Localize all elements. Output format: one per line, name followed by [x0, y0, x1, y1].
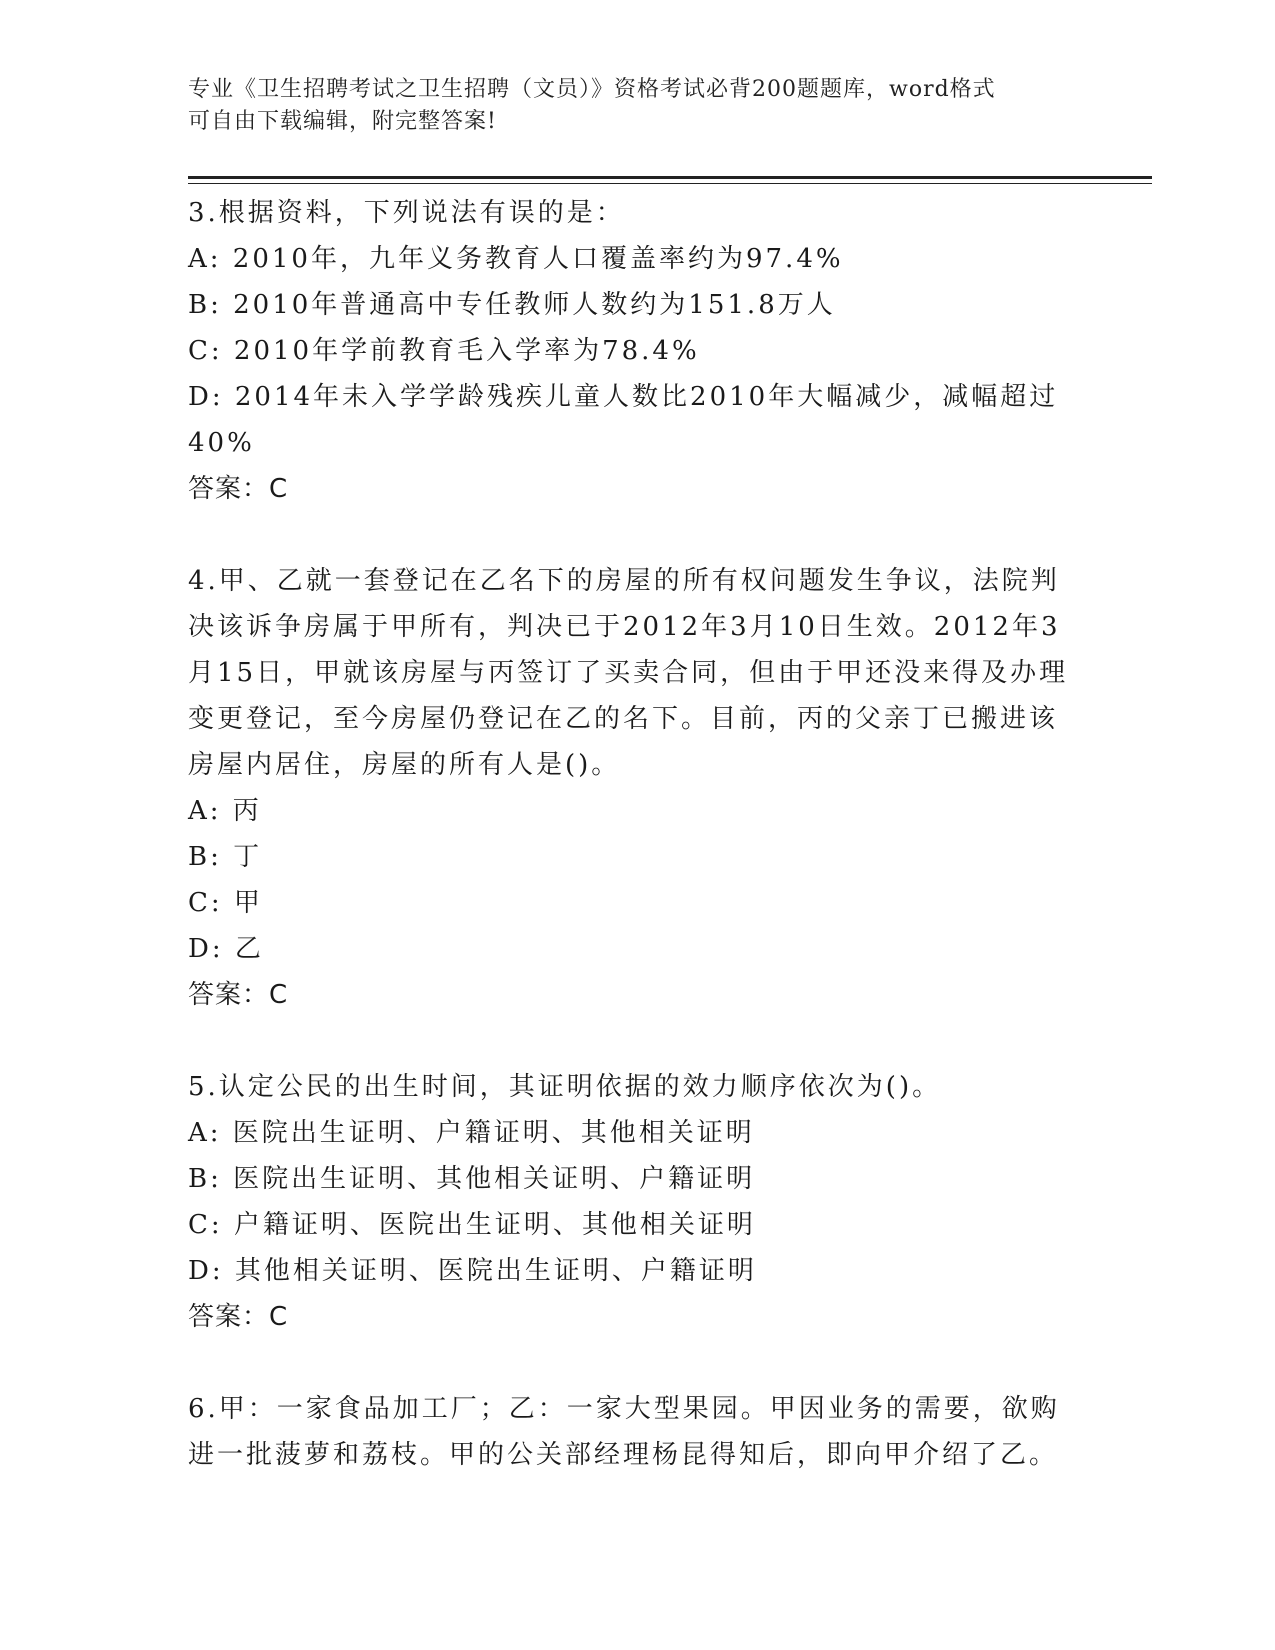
question-stem-line: 6.甲：一家食品加工厂；乙：一家大型果园。甲因业务的需要，欲购	[188, 1394, 1060, 1424]
option-d: D: 其他相关证明、医院出生证明、户籍证明	[188, 1256, 757, 1286]
question-spacer	[188, 1340, 1088, 1386]
question-5	[188, 1064, 1088, 1340]
header-divider-thick	[188, 176, 1152, 179]
question-6	[188, 1386, 1088, 1478]
option-c: C: 2010年学前教育毛入学率为78.4%	[188, 336, 700, 366]
question-4	[188, 558, 1088, 1018]
option-c: C: 户籍证明、医院出生证明、其他相关证明	[188, 1210, 756, 1240]
header-divider-thin	[188, 183, 1152, 184]
option-d-continued: 40%	[188, 428, 255, 458]
option-b: B: 医院出生证明、其他相关证明、户籍证明	[188, 1164, 756, 1194]
question-spacer	[188, 512, 1088, 558]
answer-label: 答案：C	[188, 1302, 289, 1332]
option-b: B: 2010年普通高中专任教师人数约为151.8万人	[188, 290, 836, 320]
answer-label: 答案：C	[188, 474, 289, 504]
option-a: A: 医院出生证明、户籍证明、其他相关证明	[188, 1118, 755, 1148]
question-stem-line: 决该诉争房属于甲所有，判决已于2012年3月10日生效。2012年3	[188, 612, 1061, 642]
option-a: A: 丙	[188, 796, 262, 826]
option-d: D: 乙	[188, 934, 264, 964]
document-header	[188, 74, 1088, 138]
question-3	[188, 190, 1088, 512]
question-stem-line: 进一批菠萝和荔枝。甲的公关部经理杨昆得知后，即向甲介绍了乙。	[188, 1440, 1059, 1470]
option-a: A: 2010年，九年义务教育人口覆盖率约为97.4%	[188, 244, 844, 274]
question-list	[188, 190, 1088, 1478]
question-stem: 3.根据资料，下列说法有误的是：	[188, 198, 625, 228]
option-c: C: 甲	[188, 888, 263, 918]
question-stem-line: 房屋内居住，房屋的所有人是()。	[188, 750, 621, 780]
question-stem-line: 变更登记，至今房屋仍登记在乙的名下。目前，丙的父亲丁已搬进该	[188, 704, 1059, 734]
question-stem-line: 月15日，甲就该房屋与丙签订了买卖合同，但由于甲还没来得及办理	[188, 658, 1069, 688]
option-b: B: 丁	[188, 842, 263, 872]
option-d: D: 2014年未入学学龄残疾儿童人数比2010年大幅减少，减幅超过	[188, 382, 1059, 412]
header-line-2: 可自由下载编辑，附完整答案!	[188, 109, 497, 134]
question-spacer	[188, 1018, 1088, 1064]
header-line-1: 专业《卫生招聘考试之卫生招聘（文员）》资格考试必背200题题库，word格式	[188, 77, 996, 102]
question-stem: 5.认定公民的出生时间，其证明依据的效力顺序依次为()。	[188, 1072, 942, 1102]
answer-label: 答案：C	[188, 980, 289, 1010]
question-stem-line: 4.甲、乙就一套登记在乙名下的房屋的所有权问题发生争议，法院判	[188, 566, 1060, 596]
